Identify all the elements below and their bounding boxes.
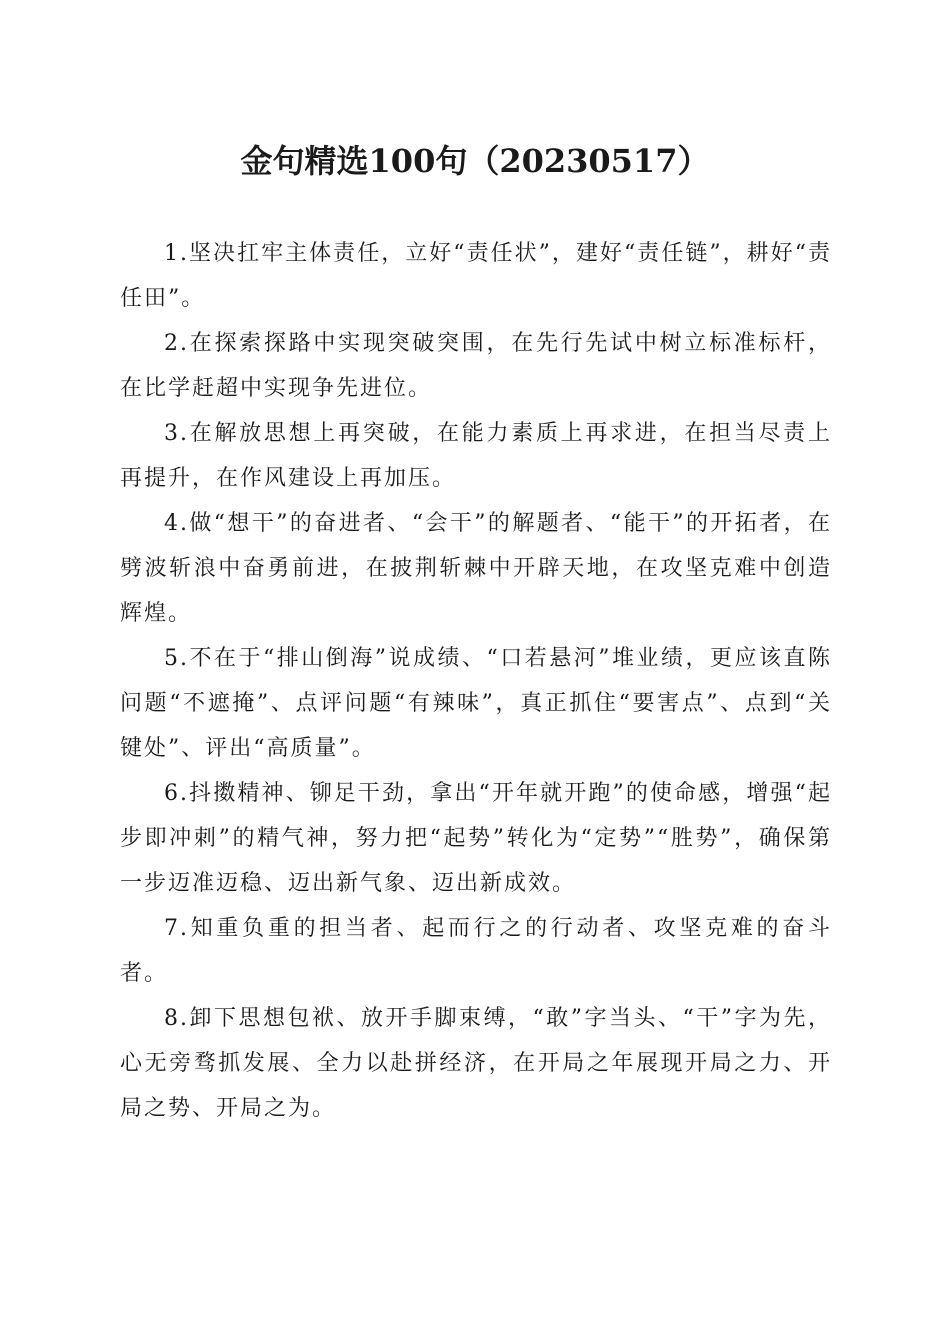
paragraph-3: 3.在解放思想上再突破，在能力素质上再求进，在担当尽责上再提升，在作风建设上再加压。 <box>120 421 832 491</box>
paragraph-2: 2.在探索探路中实现突破突围，在先行先试中树立标准标杆，在比学赶超中实现争先进位。 <box>120 331 832 401</box>
paragraph-7: 7.知重负重的担当者、起而行之的行动者、攻坚克难的奋斗者。 <box>120 916 832 986</box>
paragraph-5: 5.不在于“排山倒海”说成绩、“口若悬河”堆业绩，更应该直陈问题“不遮掩”、点评问题“有辣味”，真正抓住“要害点”、点到“关键处”、评出“高质量”。 <box>120 646 832 761</box>
paragraph-4: 4.做“想干”的奋进者、“会干”的解题者、“能干”的开拓者，在劈波斩浪中奋勇前进，在披荆斩棘中开辟天地，在攻坚克难中创造辉煌。 <box>120 511 832 626</box>
document-title: 金句精选100句（20230517） <box>240 142 710 180</box>
paragraph-6: 6.抖擞精神、铆足干劲，拿出“开年就开跑”的使命感，增强“起步即冲刺”的精气神，努力把“起势”转化为“定势”“胜势”，确保第一步迈准迈稳、迈出新气象、迈出新成效。 <box>120 781 832 896</box>
document-body <box>120 231 832 1131</box>
paragraph-8: 8.卸下思想包袱、放开手脚束缚，“敢”字当头、“干”字为先，心无旁骛抓发展、全力以赴拼经济，在开局之年展现开局之力、开局之势、开局之为。 <box>120 1006 832 1121</box>
paragraph-1: 1.坚决扛牢主体责任，立好“责任状”，建好“责任链”，耕好“责任田”。 <box>120 241 832 311</box>
